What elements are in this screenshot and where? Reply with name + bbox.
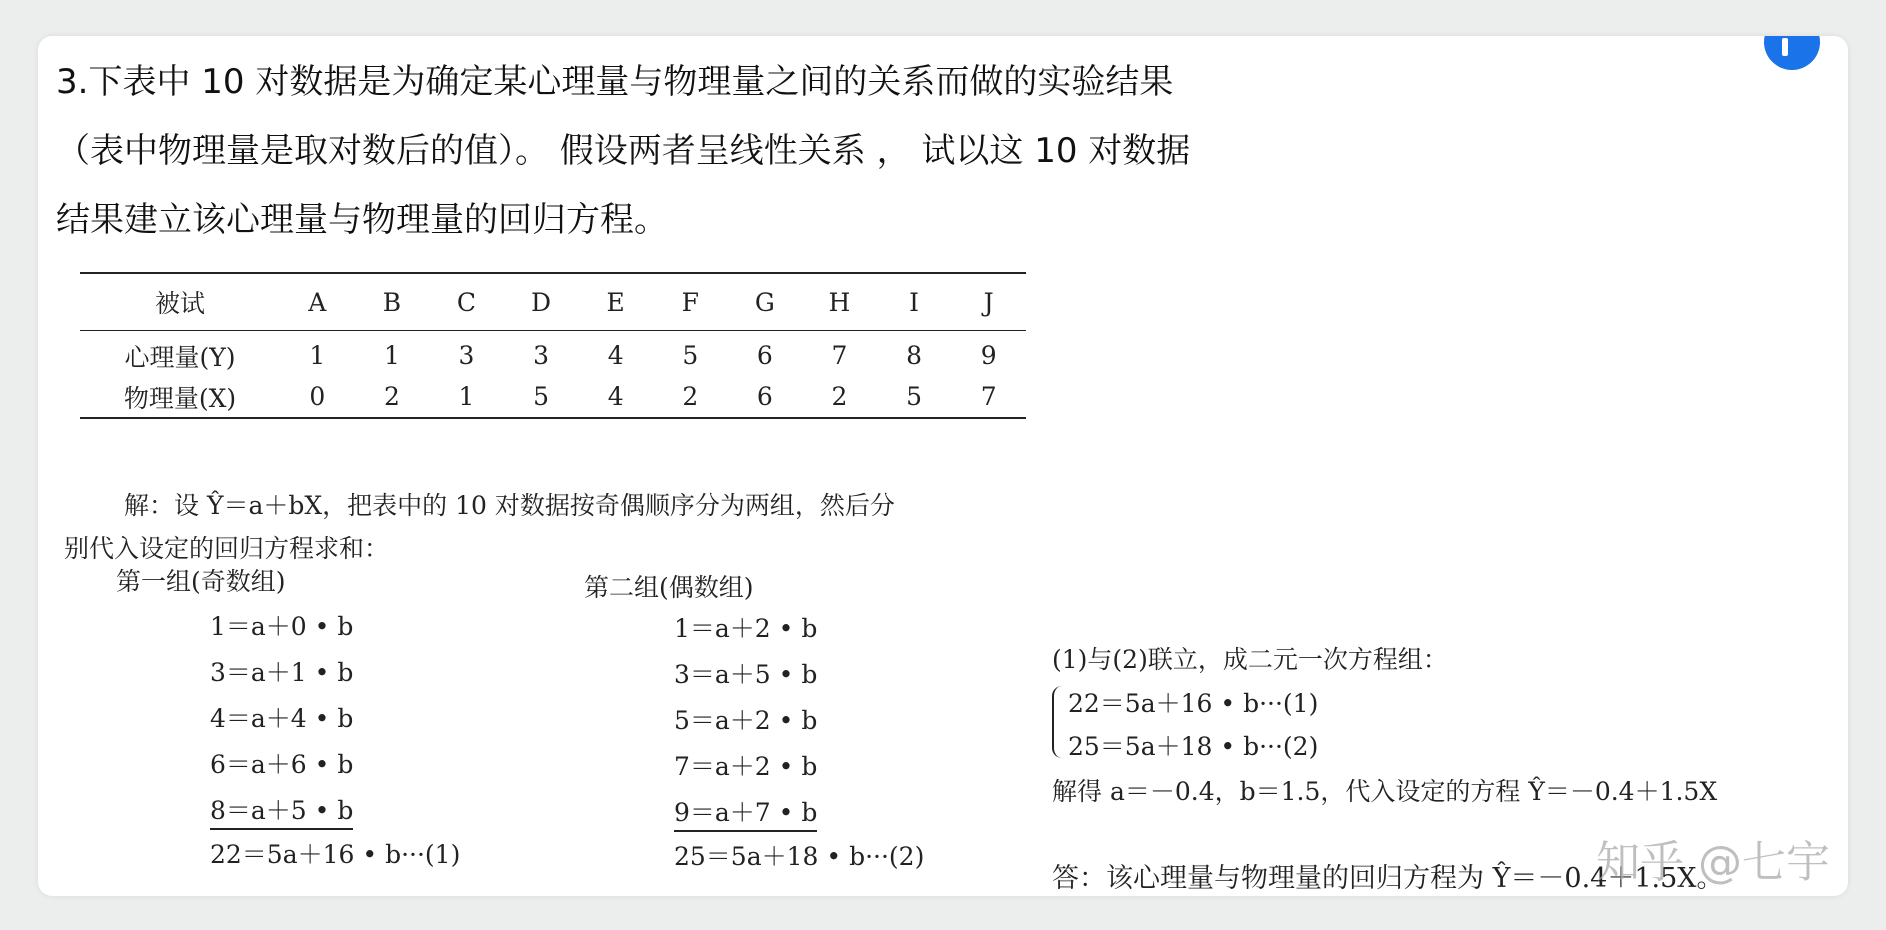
- table-cell: 6: [756, 341, 773, 370]
- solution-text: [64, 484, 1044, 570]
- table-cell: 4: [607, 382, 624, 411]
- table-cell: 2: [831, 382, 848, 411]
- table-cell: 5: [533, 382, 550, 411]
- subject-header: B: [355, 273, 430, 331]
- table-cell: 5: [906, 382, 922, 411]
- equation-system: [1052, 682, 1832, 768]
- equation-underlined: 9＝a＋7 • b: [674, 798, 817, 832]
- table-cell: 4: [607, 341, 624, 370]
- system-equation-1: 22＝5a＋16 • b···(1): [1068, 689, 1319, 718]
- content-card: [38, 36, 1848, 896]
- table-cell: 7: [831, 341, 848, 370]
- table-header-row: [80, 273, 1026, 331]
- table-cell: 1: [383, 341, 400, 370]
- subject-header: A: [280, 273, 355, 331]
- table-row: [80, 376, 1026, 418]
- question-line-1: 3.下表中 10 对数据是为确定某心理量与物理量之间的关系而做的实验结果: [56, 62, 1174, 102]
- group2-sum: 25＝5a＋18 • b···(2): [674, 842, 925, 871]
- table-cell: 2: [383, 382, 400, 411]
- table-cell: 6: [756, 382, 773, 411]
- table-cell: 1: [309, 341, 326, 370]
- system-equation-2: 25＝5a＋18 • b···(2): [1068, 732, 1319, 761]
- group1-sum: 22＝5a＋16 • b···(1): [210, 840, 461, 869]
- question-line-2: （表中物理量是取对数后的值）。 假设两者呈线性关系 ， 试以这 10 对数据: [56, 131, 1191, 171]
- equation-underlined: 8＝a＋5 • b: [210, 796, 353, 830]
- group2-equations: [674, 606, 924, 880]
- subject-header: E: [578, 273, 653, 331]
- equation: 1＝a＋0 • b: [210, 612, 354, 641]
- answer-text: 答：该心理量与物理量的回归方程为 Ŷ＝－0.4＋1.5X。: [1052, 863, 1724, 894]
- group1-equations: [210, 604, 460, 878]
- table-cell: 3: [458, 341, 475, 370]
- table-cell: 1: [458, 382, 475, 411]
- header-label: 被试: [80, 273, 280, 331]
- row-label: 物理量(X): [123, 383, 237, 413]
- table-cell: 7: [980, 382, 997, 411]
- group1-title: 第一组(奇数组): [116, 567, 286, 596]
- subject-header: C: [429, 273, 504, 331]
- equation: 1＝a＋2 • b: [674, 614, 818, 643]
- table-cell: 9: [980, 341, 997, 370]
- equation: [674, 790, 924, 836]
- equation: 6＝a＋6 • b: [210, 750, 354, 779]
- system-intro: (1)与(2)联立，成二元一次方程组：: [1052, 645, 1448, 674]
- subject-header: H: [802, 273, 877, 331]
- equation: [210, 788, 460, 834]
- subject-header: D: [504, 273, 579, 331]
- equation: 3＝a＋5 • b: [674, 660, 818, 689]
- equation: 7＝a＋2 • b: [674, 752, 818, 781]
- table-cell: 8: [906, 341, 922, 370]
- row-label: 心理量(Y): [124, 342, 236, 372]
- zhihu-watermark: 知乎 @七宇: [1596, 837, 1830, 888]
- subject-header: J: [951, 273, 1026, 331]
- system-block: [1052, 640, 1832, 808]
- system-result: 解得 a＝－0.4，b＝1.5，代入设定的方程 Ŷ＝－0.4＋1.5X: [1052, 777, 1718, 806]
- corner-badge-icon[interactable]: [1764, 36, 1820, 70]
- table-cell: 2: [682, 382, 699, 411]
- subject-header: G: [728, 273, 803, 331]
- table-cell: 0: [309, 382, 326, 411]
- subject-header: I: [877, 273, 952, 331]
- solution-line-1: 解：设 Ŷ＝a＋bX，把表中的 10 对数据按奇偶顺序分为两组，然后分: [124, 491, 895, 520]
- table-row: [80, 331, 1026, 377]
- data-table: [80, 272, 1026, 419]
- question-text: [56, 48, 1316, 255]
- table-cell: 5: [682, 341, 699, 370]
- equation: 4＝a＋4 • b: [210, 704, 354, 733]
- solution-line-2: 别代入设定的回归方程求和：: [64, 534, 390, 563]
- question-line-3: 结果建立该心理量与物理量的回归方程。: [56, 200, 668, 240]
- group2-title: 第二组(偶数组): [584, 573, 754, 602]
- equation: 3＝a＋1 • b: [210, 658, 354, 687]
- equation: 5＝a＋2 • b: [674, 706, 818, 735]
- brace-icon: [1052, 686, 1062, 758]
- subject-header: F: [653, 273, 728, 331]
- table-cell: 3: [533, 341, 550, 370]
